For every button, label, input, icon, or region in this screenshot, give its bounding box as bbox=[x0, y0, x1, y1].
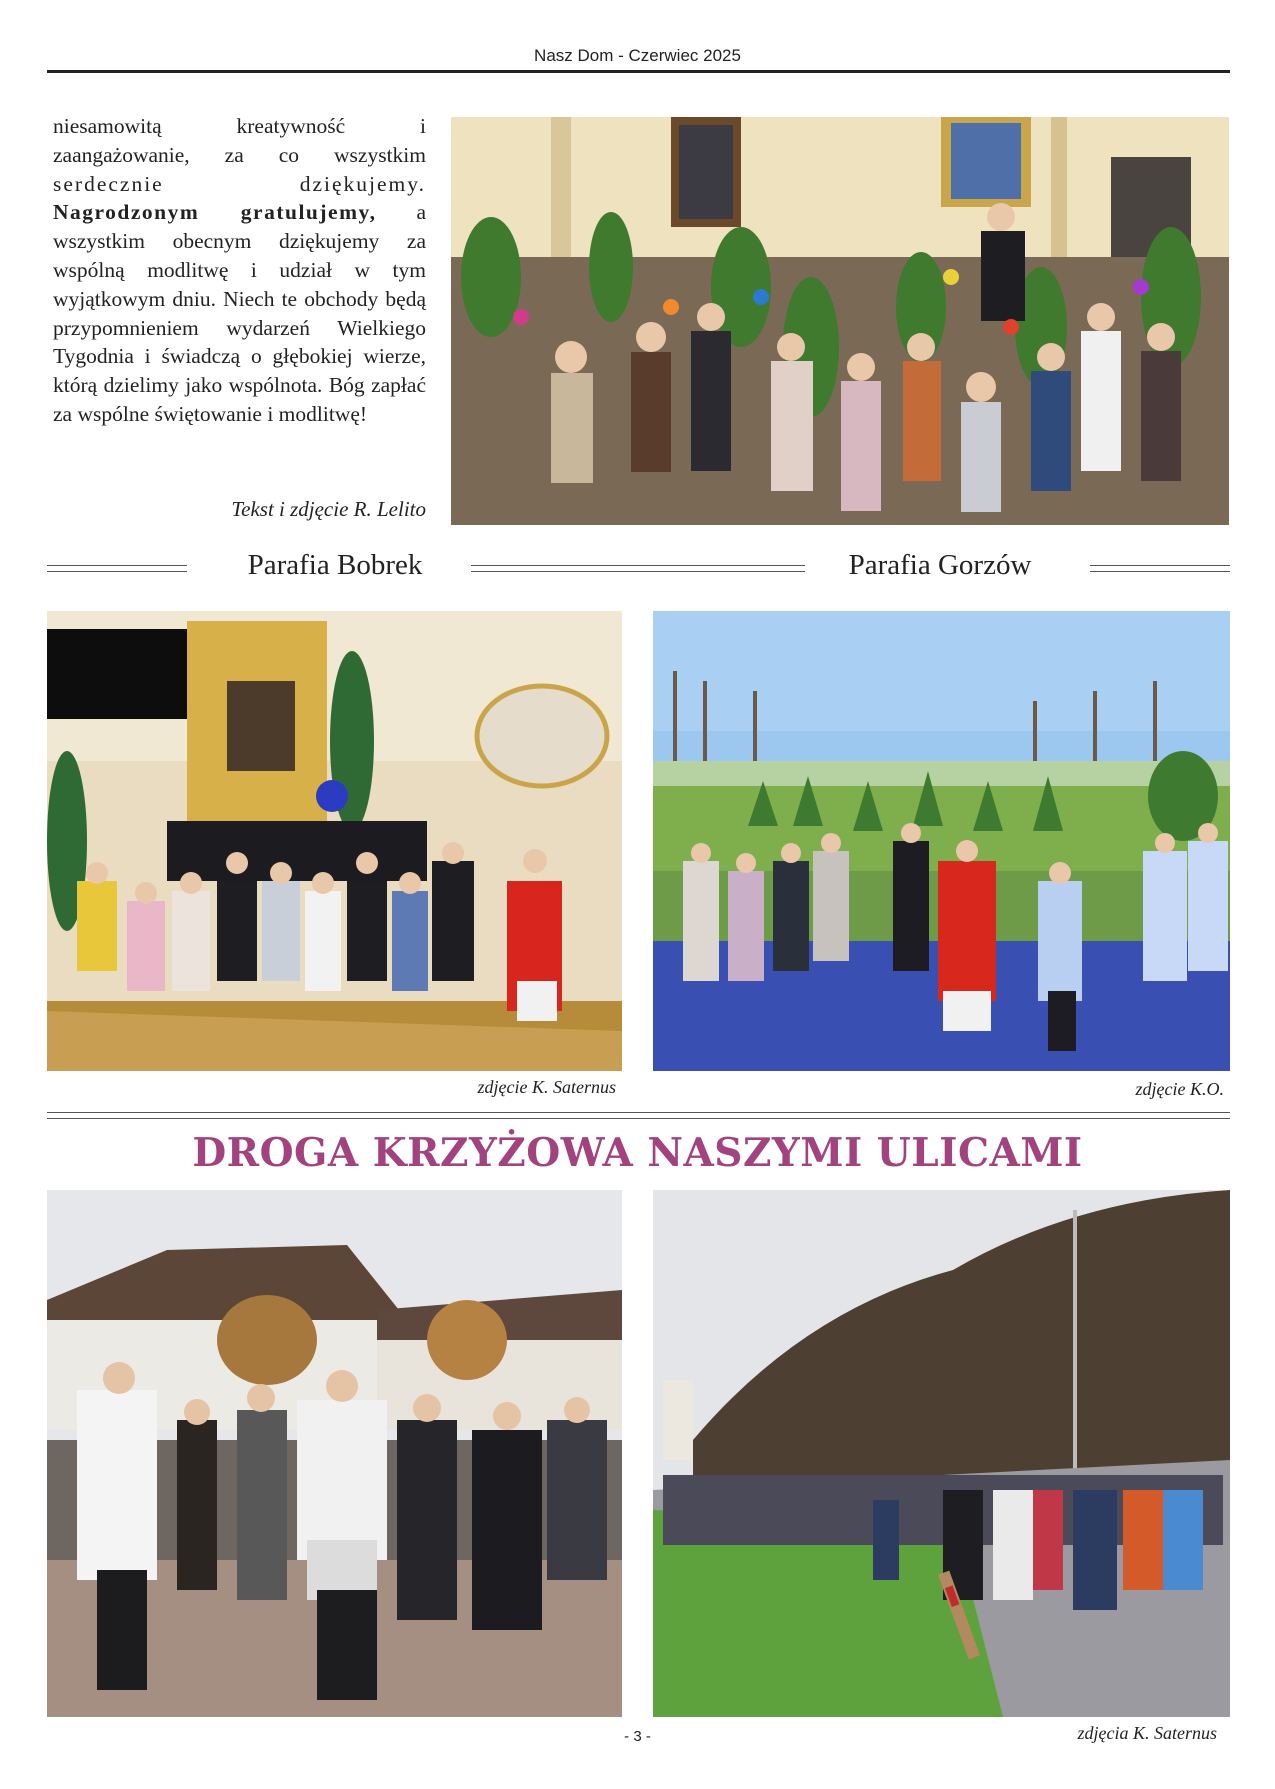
header-rule bbox=[47, 70, 1230, 73]
way-of-cross-road-photo bbox=[653, 1190, 1230, 1717]
feature-title: DROGA KRZYŻOWA NASZYMI ULICAMI bbox=[192, 1130, 1083, 1176]
page-number: - 3 - bbox=[624, 1728, 651, 1745]
intro-paragraph bbox=[53, 112, 426, 429]
intro-bold: Nagrodzonym gratulujemy, bbox=[53, 200, 377, 225]
parish-title-gorzow: Parafia Gorzów bbox=[848, 549, 1032, 581]
parish-title-bobrek: Parafia Bobrek bbox=[247, 549, 423, 581]
section-rule-left bbox=[47, 565, 187, 572]
gorzow-procession-photo bbox=[653, 611, 1230, 1071]
way-of-cross-priests-photo bbox=[47, 1190, 622, 1717]
intro-line2: serdecznie dziękujemy. bbox=[53, 171, 426, 196]
running-header: Nasz Dom - Czerwiec 2025 bbox=[534, 46, 741, 65]
feature-rule bbox=[47, 1112, 1230, 1119]
intro-credit: Tekst i zdjęcie R. Lelito bbox=[231, 497, 426, 521]
gorzow-photo-caption: zdjęcie K.O. bbox=[1135, 1079, 1224, 1099]
intro-rest: a wszystkim obecnym dziękujemy za wspólną modlitwę i udział w tym wyjątkowym dniu. Niech te obchody będą przypomnieniem wydarzeń Wielkiego Tygodnia i świadczą o głębokiej wierze, którą dzielimy jako wspólnota. Bóg zapłać za wspólne świętowanie i modlitwę! bbox=[53, 200, 426, 426]
section-rule-middle bbox=[471, 565, 805, 572]
bobrek-photo-caption: zdjęcie K. Saternus bbox=[477, 1077, 616, 1097]
section-rule-right bbox=[1090, 565, 1230, 572]
way-of-cross-caption: zdjęcia K. Saternus bbox=[1077, 1723, 1217, 1743]
bobrek-church-photo bbox=[47, 611, 622, 1071]
palm-sunday-children-photo bbox=[451, 117, 1229, 525]
intro-line1: niesamowitą kreatywność i zaangażowanie, za co wszystkim bbox=[53, 114, 426, 167]
